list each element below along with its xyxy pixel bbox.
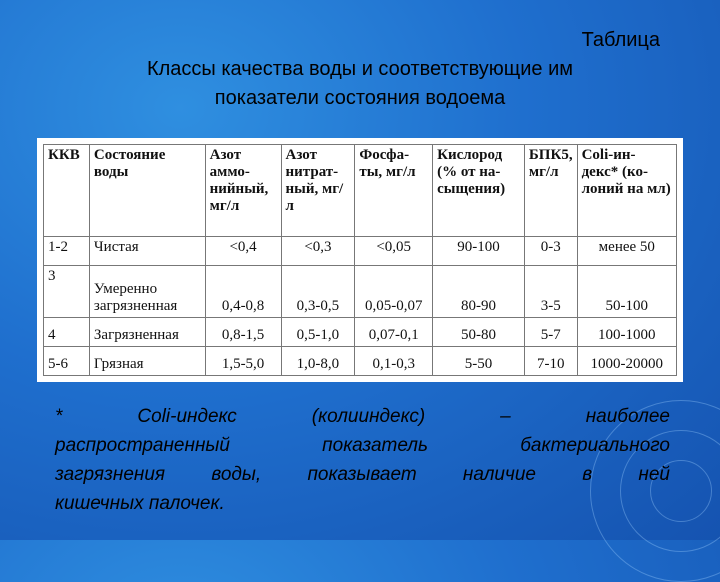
- title-line-1: Классы качества воды и соответствующие им: [146, 58, 573, 80]
- water-quality-table: [43, 144, 677, 376]
- header-coli-index: Coli-ин-декс* (ко-лоний на мл): [577, 145, 676, 237]
- cell-value: 0,5-1,0: [281, 317, 355, 346]
- cell-kkv: 3: [44, 266, 90, 318]
- header-ammonium: Азот аммо-нийный, мг/л: [205, 145, 281, 237]
- cell-state: Чистая: [89, 237, 205, 266]
- table-row: [44, 266, 677, 318]
- cell-value: 100-1000: [577, 317, 676, 346]
- cell-value: <0,3: [281, 237, 355, 266]
- cell-kkv: 5-6: [44, 346, 90, 375]
- cell-value: 50-80: [433, 317, 525, 346]
- cell-kkv: 4: [44, 317, 90, 346]
- cell-state: Загрязненная: [89, 317, 205, 346]
- cell-value: 0,3-0,5: [281, 266, 355, 318]
- cell-value: 0,07-0,1: [355, 317, 433, 346]
- header-bpk5: БПК5, мг/л: [524, 145, 577, 237]
- cell-value: 0-3: [524, 237, 577, 266]
- footnote-line: распространенный показатель бактериального: [55, 435, 670, 456]
- table-row: [44, 317, 677, 346]
- cell-value: <0,05: [355, 237, 433, 266]
- water-quality-table-frame: [37, 138, 683, 382]
- cell-value: 7-10: [524, 346, 577, 375]
- cell-value: 5-7: [524, 317, 577, 346]
- table-row: [44, 346, 677, 375]
- cell-value: 80-90: [433, 266, 525, 318]
- footnote-line: * Coli-индекс (колииндекс) – наиболее: [55, 406, 670, 427]
- cell-value: 3-5: [524, 266, 577, 318]
- header-kkv: ККВ: [44, 145, 90, 237]
- header-oxygen: Кислород (% от на-сыщения): [433, 145, 525, 237]
- cell-value: 0,8-1,5: [205, 317, 281, 346]
- cell-value: 0,05-0,07: [355, 266, 433, 318]
- cell-value: <0,4: [205, 237, 281, 266]
- header-state: Состояние воды: [89, 145, 205, 237]
- table-label: Таблица: [581, 29, 660, 51]
- footnote: [55, 402, 670, 518]
- cell-value: 50-100: [577, 266, 676, 318]
- table-header-row: [44, 145, 677, 237]
- cell-value: менее 50: [577, 237, 676, 266]
- header-phosphates: Фосфа-ты, мг/л: [355, 145, 433, 237]
- cell-kkv: 1-2: [44, 237, 90, 266]
- footnote-line: загрязнения воды, показывает наличие в ней: [55, 464, 670, 485]
- title-line-2: показатели состояния водоема: [214, 87, 506, 109]
- cell-value: 1,5-5,0: [205, 346, 281, 375]
- cell-value: 1,0-8,0: [281, 346, 355, 375]
- cell-value: 90-100: [433, 237, 525, 266]
- footnote-line: кишечных палочек.: [55, 493, 225, 514]
- header-nitrate: Азот нитрат-ный, мг/л: [281, 145, 355, 237]
- cell-value: 0,4-0,8: [205, 266, 281, 318]
- table-row: [44, 237, 677, 266]
- cell-state: Умеренно загрязненная: [89, 266, 205, 318]
- cell-value: 1000-20000: [577, 346, 676, 375]
- cell-value: 5-50: [433, 346, 525, 375]
- cell-state: Грязная: [89, 346, 205, 375]
- cell-value: 0,1-0,3: [355, 346, 433, 375]
